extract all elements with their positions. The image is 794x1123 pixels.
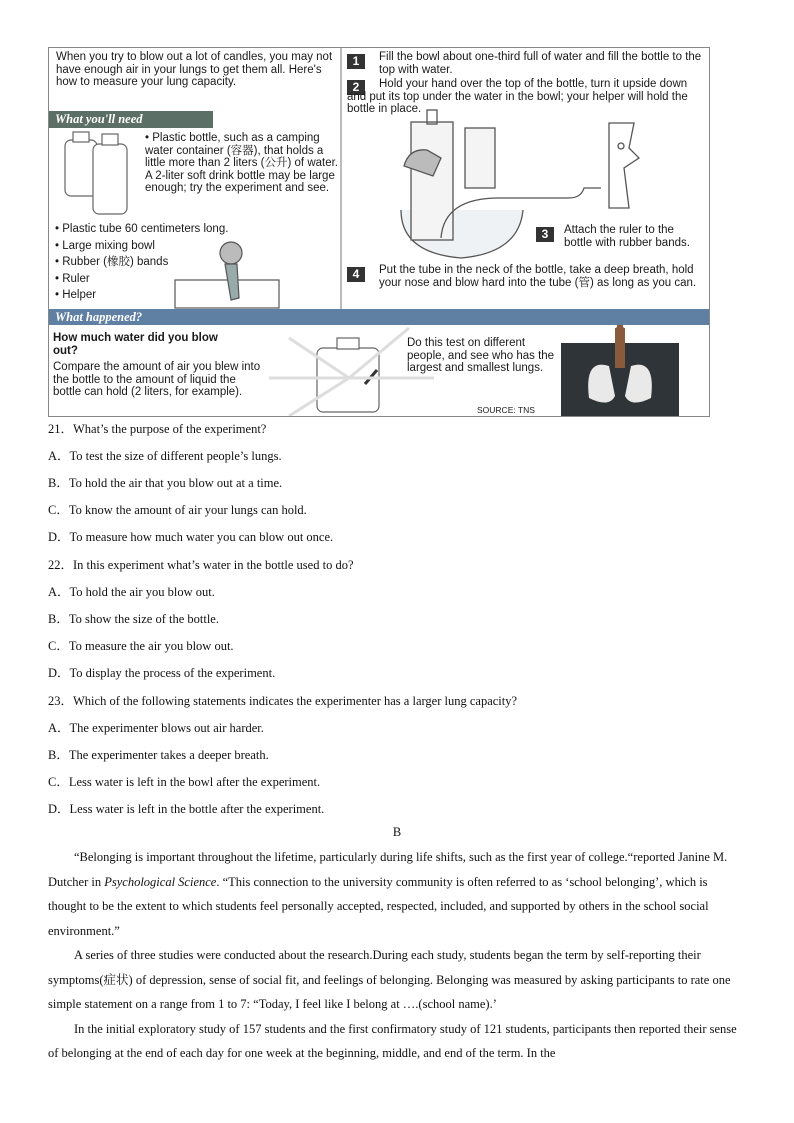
option-22-a: A．To hold the air you blow out.: [48, 585, 215, 599]
journal-name: Psychological Science: [104, 874, 217, 889]
step-1-text: Fill the bowl about one-third full of water and fill the bottle to the top with water.: [379, 51, 702, 76]
supply-item: • Plastic tube 60 centimeters long.: [55, 223, 229, 235]
passage-paragraph-2: A series of three studies were conducted about the research.During each study, students began the term by self-reporting their symptoms(症状) of depression, sense of social fit, and feelings of belonging. Belonging was measured by asking participants to rate one simple statement on a range from 1 to 7: “Today, I feel like I belong at ….(school name).’: [48, 948, 731, 1011]
plastic-bottles-illustration: [65, 132, 127, 214]
paragraph-1-text: “Belonging is important throughout the lifetime, particularly during life shifts, such as the first year of college.“reported Janine M. Dutcher in: [48, 850, 728, 889]
passage-paragraph-1: [48, 845, 738, 943]
step-1-number: 1: [347, 54, 365, 69]
option-21-a: A．To test the size of different people’s lungs.: [48, 449, 282, 463]
result-bottle-illustration: [317, 338, 379, 412]
option-23-c: C．Less water is left in the bowl after the experiment.: [48, 775, 321, 789]
how-much-question: How much water did you blow out?: [53, 332, 218, 357]
what-happened-heading: What happened?: [55, 310, 143, 324]
step-4-text: Put the tube in the neck of the bottle, take a deep breath, hold your nose and blow hard into the tube (管) as long as you can.: [379, 264, 697, 289]
option-22-d: D．To display the process of the experiment.: [48, 666, 276, 680]
supplies-list: [55, 221, 228, 304]
paragraph-1-text-cont: . “This connection to the university community is often referred to as ‘school belonging’, which is thought to be the extent to which students feel personally accepted, respected, included, and supported by others in the school social environment.”: [48, 874, 709, 938]
step-4-number: 4: [347, 267, 365, 282]
question-23: 23．Which of the following statements indicates the experimenter has a larger lung capacity?: [48, 694, 518, 708]
step-2-text: Hold your hand over the top of the bottle, turn it upside down and put its top under the water in the bowl; your helper will hold the bottle in place.: [347, 78, 688, 116]
option-21-d: D．To measure how much water you can blow out once.: [48, 530, 334, 544]
supply-item: • Large mixing bowl: [55, 239, 155, 252]
step-3-number: 3: [536, 227, 554, 242]
option-21-b: B．To hold the air that you blow out at a time.: [48, 476, 283, 490]
what-happened-band: [49, 309, 709, 325]
option-22-c: C．To measure the air you blow out.: [48, 639, 234, 653]
step-2-number: 2: [347, 80, 365, 95]
lungs-illustration: [561, 318, 679, 416]
step-3-text: Attach the ruler to the bottle with rubber bands.: [564, 224, 690, 249]
option-23-d: D．Less water is left in the bottle after the experiment.: [48, 802, 325, 816]
section-label: B: [392, 825, 402, 839]
passage: [48, 845, 738, 1066]
supply-item: • Helper: [55, 289, 97, 301]
source-credit: SOURCE: TNS: [477, 405, 535, 415]
supply-item: • Ruler: [55, 272, 90, 285]
what-you-need-heading: What you'll need: [49, 111, 213, 128]
option-21-c: C．To know the amount of air your lungs can hold.: [48, 503, 307, 517]
option-23-a: A．The experimenter blows out air harder.: [48, 721, 264, 735]
lung-capacity-infographic: [48, 47, 710, 417]
supply-item: • Rubber (橡胶) bands: [55, 256, 169, 268]
do-test-text: Do this test on different people, and see who has the largest and smallest lungs.: [407, 337, 555, 375]
question-22: 22．In this experiment what’s water in the bottle used to do?: [48, 558, 354, 572]
passage-paragraph-3: In the initial exploratory study of 157 students and the first confirmatory study of 121 students, participants then reported their sense of belonging at the end of each day for one week at the beginning, middle, and end of the term. In the: [48, 1021, 737, 1060]
intro-text: When you try to blow out a lot of candles, you may not have enough air in your lungs to get them all. Here's how to measure your lung capacity.: [56, 51, 333, 89]
compare-text: Compare the amount of air you blew into the bottle to the amount of liquid the bottle can hold (2 liters, for example).: [53, 361, 261, 399]
question-21: 21．What’s the purpose of the experiment?: [48, 422, 267, 436]
bottle-description: • Plastic bottle, such as a camping water container (容器), that holds a little more than 2 liters (公升) of water. A 2-liter soft drink bottle may be large enough; try the experiment and see.: [145, 132, 339, 195]
option-22-b: B．To show the size of the bottle.: [48, 612, 219, 626]
option-23-b: B．The experimenter takes a deeper breath.: [48, 748, 269, 762]
